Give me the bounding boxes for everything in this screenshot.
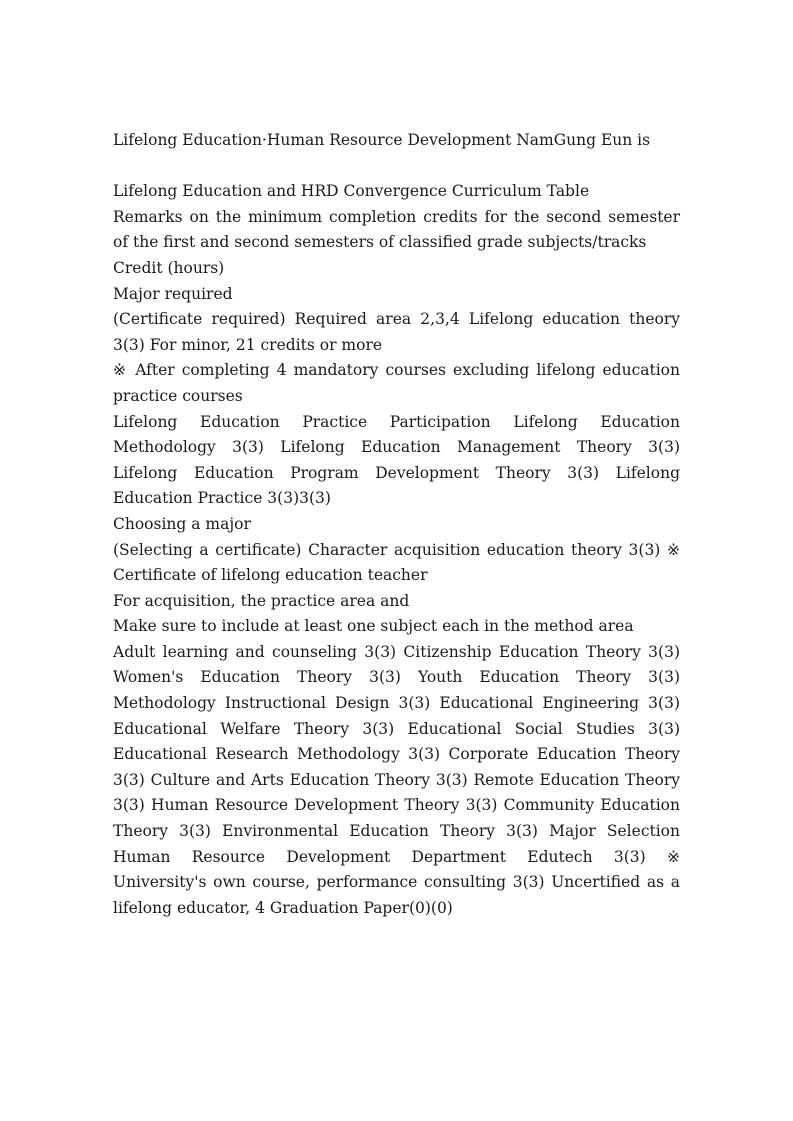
method-area-note: Make sure to include at least one subject each in the method area — [113, 617, 634, 636]
selecting-certificate-paragraph: (Selecting a certificate) Character acquisition education theory 3(3) ※ Certificate of lifelong education teacher — [113, 540, 680, 585]
major-required-label: Major required — [113, 284, 233, 303]
document-page — [113, 128, 680, 921]
elective-courses-paragraph: Adult learning and counseling 3(3) Citizenship Education Theory 3(3) Women's Education Theory 3(3) Youth Education Theory 3(3) Methodology Instructional Design 3(3) Educational Engineering 3(3) Educational Welfare Theory 3(3) Educational Social Studies 3(3) Educational Research Methodology 3(3) Corporate Education Theory 3(3) Culture and Arts Education Theory 3(3) Remote Education Theory 3(3) Human Resource Development Theory 3(3) Community Education Theory 3(3) Environmental Education Theory 3(3) Major Selection Human Resource Development Department Edutech 3(3) ※ University's own course, performance consulting 3(3) Uncertified as a lifelong educator, 4 Graduation Paper(0)(0) — [113, 642, 680, 917]
practice-courses-paragraph: Lifelong Education Practice Participation Lifelong Education Methodology 3(3) Lifelong Education Management Theory 3(3) Lifelong Education Program Development Theory 3(3) Lifelong Education Practice 3(3)3(3) — [113, 412, 680, 508]
remarks-paragraph: Remarks on the minimum completion credits for the second semester of the first and second semesters of classified grade subjects/tracks — [113, 207, 680, 252]
acquisition-note: For acquisition, the practice area and — [113, 591, 410, 610]
curriculum-table-heading: Lifelong Education and HRD Convergence Curriculum Table — [113, 182, 590, 201]
credit-hours-label: Credit (hours) — [113, 258, 225, 277]
mandatory-courses-note: ※ After completing 4 mandatory courses excluding lifelong education practice courses — [113, 361, 680, 405]
document-title: Lifelong Education·Human Resource Development NamGung Eun is — [113, 131, 651, 149]
certificate-required-paragraph: (Certificate required) Required area 2,3,4 Lifelong education theory 3(3) For minor, 21 credits or more — [113, 310, 680, 354]
choosing-major-label: Choosing a major — [113, 514, 251, 533]
